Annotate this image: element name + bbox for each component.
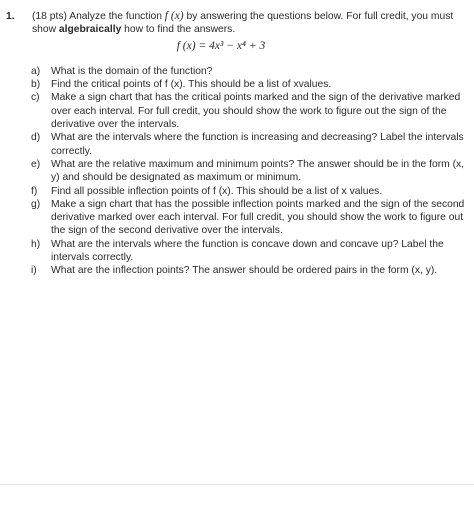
question-parts [6, 65, 466, 278]
function-formula: f (x) = 4x³ − x⁴ + 3 [176, 39, 266, 52]
intro-text-a: (18 pts) Analyze the function [32, 11, 165, 22]
intro-function: f (x) [164, 10, 184, 22]
part-e: e) What are the relative maximum and minimum points? The answer should be in the form (x, y) and should be designated as maximum or minimum. [31, 158, 465, 184]
intro-text-c: how to find the answers. [121, 24, 236, 36]
problem-header [6, 10, 466, 37]
part-d: d) What are the intervals where the function is increasing and decreasing? Label the intervals correctly. [31, 132, 464, 157]
part-i: i) What are the inflection points? The answer should be ordered pairs in the form (x, y). [31, 265, 438, 277]
part-f: f) Find all possible inflection points of f (x). This should be a list of x values. [31, 185, 383, 197]
part-g: g) Make a sign chart that has the possible inflection points marked and the sign of the second derivative marked over each interval. For full credit, you should show the work to figure out the sign of the second derivative over the intervals. [31, 198, 465, 237]
problem-1 [6, 10, 466, 278]
intro-text-b: by answering the questions below. For full credit, you must show [32, 11, 454, 36]
problem-intro [32, 10, 466, 37]
part-c: c) Make a sign chart that has the critical points marked and the sign of the derivative marked over each interval. For full credit, you should show the work to figure out the sign of the derivative over the intervals. [31, 92, 461, 131]
part-h: h) What are the intervals where the function is concave down and concave up? Label the intervals correctly. [31, 238, 444, 264]
part-b: b) Find the critical points of f (x). This should be a list of xvalues. [31, 79, 332, 91]
part-a: a) What is the domain of the function? [31, 65, 213, 77]
problem-number: 1. [6, 11, 15, 22]
bottom-divider [0, 484, 474, 485]
intro-bold-word: algebraically [58, 24, 122, 36]
